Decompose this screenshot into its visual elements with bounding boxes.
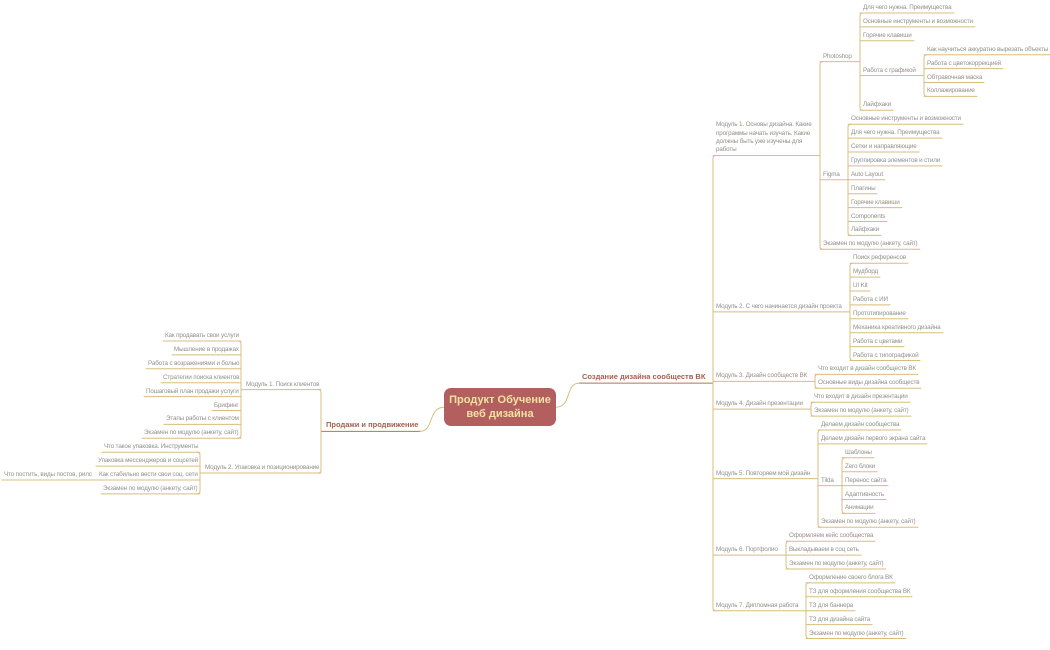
topic[interactable]: Для чего нужна. Преимущества (851, 129, 940, 137)
topic[interactable]: Горячие клавиши (851, 198, 900, 206)
connector (713, 155, 716, 610)
topic[interactable]: Мудборд (853, 268, 879, 276)
connector (820, 62, 823, 250)
topic[interactable]: Как стабильно вести свои соц. сети (99, 471, 198, 478)
topic[interactable]: Обтравочная маска (927, 73, 983, 81)
topic[interactable]: Этапы работы с клиентом (166, 415, 239, 423)
topic[interactable]: Стратегии поиска клиентов (163, 373, 240, 381)
topic[interactable]: Модуль 1. Основы дизайна. Какие программы начать изучать. Какие должны быть уже изучены для работы (716, 121, 812, 153)
topic[interactable]: Экзамен по модулю (анкету, сайт) (144, 429, 239, 437)
topic[interactable]: Механика креативного дизайна (853, 323, 941, 331)
topic[interactable]: Работа с цветами (853, 337, 903, 345)
topic[interactable]: Модуль 5. Повторяем мой дизайн (716, 469, 811, 477)
topic[interactable]: Модуль 2. С чего начинается дизайн проекта (716, 302, 842, 310)
topic[interactable]: Auto Layout (851, 170, 883, 178)
topic[interactable]: Модуль 3. Дизайн сообществ ВК (716, 372, 808, 380)
topic[interactable]: ТЗ для баннера (809, 601, 854, 609)
topic[interactable]: Что входит в дизайн сообществ ВК (818, 365, 916, 373)
connector (860, 13, 863, 110)
topic[interactable]: Работа с возражениями и болью (148, 359, 240, 367)
topic[interactable]: Что постить, виды постов, рилс (4, 471, 92, 478)
connector (420, 407, 444, 431)
topic[interactable]: Делаем дизайн сообщества (821, 421, 900, 428)
topic[interactable]: Лайфхаки (851, 226, 879, 234)
topic[interactable]: Как научиться аккуратно вырезать объекты (927, 45, 1049, 53)
topic[interactable]: Figma (823, 170, 840, 178)
topic[interactable]: Что такое упаковка. Инструменты (104, 443, 199, 451)
connector (556, 383, 579, 407)
topic[interactable]: Работа с типографикой (853, 351, 919, 359)
topic[interactable]: Экзамен по модулю (анкету, сайт) (103, 484, 198, 492)
topic[interactable]: Экзамен по модулю (анкету, сайт) (789, 560, 884, 567)
topic[interactable]: ТЗ для дизайна сайта (809, 615, 871, 623)
topic[interactable]: Коллажирование (927, 87, 975, 95)
topic[interactable]: Экзамен по модулю (анкету, сайт) (814, 407, 909, 415)
topic[interactable]: Работа с цветокоррекцией (927, 59, 1002, 67)
topic[interactable]: Делаем дизайн первого экрана сайта (821, 434, 926, 442)
topic[interactable]: Экзамен по модулю (анкету, сайт) (823, 240, 918, 248)
topic[interactable]: Components (851, 212, 886, 220)
topic[interactable]: Основные инструменты и возможности (851, 115, 961, 123)
central-topic[interactable]: Продукт Обучение веб дизайна (444, 388, 556, 426)
topic[interactable]: Модуль 4. Дизайн презентации (716, 400, 803, 408)
topic[interactable]: Модуль 2. Упаковка и позиционирование (205, 464, 320, 472)
topic[interactable]: Работа с графикой (863, 66, 916, 74)
topic[interactable]: Адаптивность (845, 490, 885, 498)
topic[interactable]: Сетки и направляющие (851, 143, 917, 150)
topic[interactable]: Горячие клавиши (863, 31, 912, 39)
topic[interactable]: Поиск референсов (853, 254, 907, 262)
topic[interactable]: Оформление своего блога ВК (809, 573, 893, 581)
topic[interactable]: Что входит в дизайн презентации (814, 393, 908, 401)
topic[interactable]: Модуль 6. Портфолио (716, 546, 778, 554)
topic[interactable]: Мышление в продажах (174, 345, 239, 353)
topic[interactable]: Брифинг (214, 401, 239, 409)
topic[interactable]: Группировка элементов и стили (851, 156, 941, 164)
topic[interactable]: Модуль 7. Дипломная работа (716, 601, 799, 609)
topic[interactable]: Zero блоки (845, 462, 876, 470)
topic[interactable]: Оформляем кейс сообщества (789, 532, 874, 540)
topic[interactable]: Перенос сайта (845, 476, 887, 484)
topic[interactable]: Tilda (821, 476, 834, 484)
topic[interactable]: Пошаговый план продажи услуги (146, 387, 239, 395)
topic[interactable]: Как продавать свои услуги (165, 332, 239, 339)
branch-topic-left[interactable]: Продажи и продвижение (326, 420, 419, 430)
connector (318, 390, 321, 473)
topic[interactable]: Выкладываем в соц сеть (789, 546, 859, 554)
topic[interactable]: Лайфхаки (863, 101, 891, 109)
topic[interactable]: Основные инструменты и возможности (863, 17, 973, 25)
topic[interactable]: ТЗ для оформления сообщества ВК (809, 587, 911, 595)
topic[interactable]: Основные виды дизайна сообществ (818, 379, 920, 387)
topic[interactable]: Работа с ИИ (853, 295, 888, 303)
topic[interactable]: Photoshop (823, 52, 852, 60)
topic[interactable]: UI Kit (853, 282, 868, 289)
topic[interactable]: Экзамен по модулю (анкету, сайт) (809, 629, 904, 637)
branch-topic-right[interactable]: Создание дизайна сообществ ВК (582, 372, 706, 382)
topic[interactable]: Экзамен по модулю (анкету, сайт) (821, 518, 916, 526)
topic[interactable]: Шаблоны (845, 448, 872, 456)
topic[interactable]: Модуль 1. Поиск клиентов (246, 380, 320, 388)
topic[interactable]: Анимации (845, 504, 874, 512)
topic[interactable]: Прототипирование (853, 309, 906, 317)
topic[interactable]: Упаковка мессенджеров и соцсетей (98, 457, 199, 465)
topic[interactable]: Плагины (851, 184, 876, 192)
topic[interactable]: Для чего нужна. Преимущества (863, 4, 952, 11)
